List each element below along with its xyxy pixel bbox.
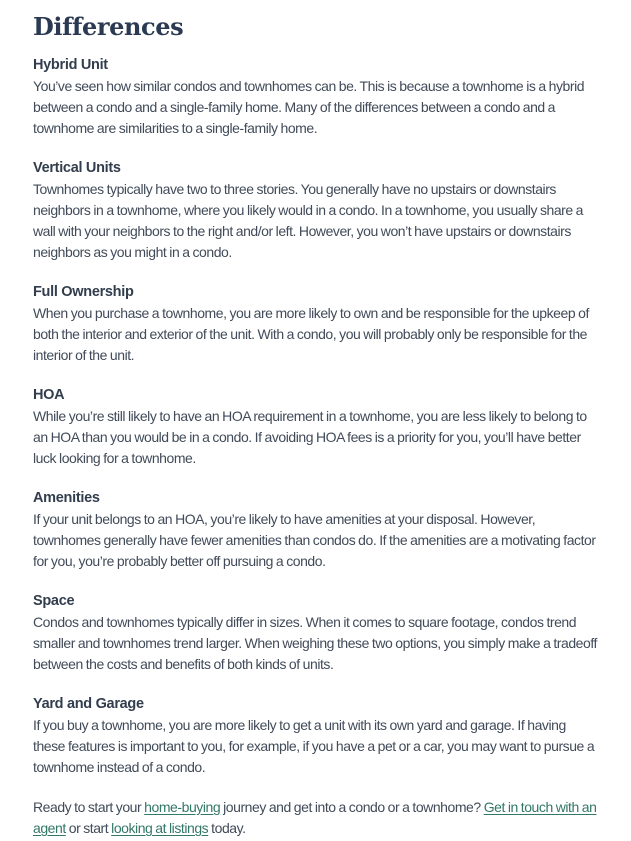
section-vertical-units bbox=[33, 158, 599, 263]
footer-text: journey and get into a condo or a townhome? bbox=[220, 799, 484, 815]
footer-paragraph bbox=[33, 797, 599, 839]
section-heading: Vertical Units bbox=[33, 160, 121, 176]
section-paragraph: Townhomes typically have two to three stories. You generally have no upstairs or downstairs neighbors in a townhome, where you likely would in a condo. In a townhome, you usually share a wall with your neighbors to the right and/or left. However, you won’t have upstairs or downstairs neighbors as you might in a condo. bbox=[33, 181, 583, 260]
section-paragraph: While you’re still likely to have an HOA requirement in a townhome, you are less likely to belong to an HOA than you would be in a condo. If avoiding HOA fees is a priority for you, you’ll have better luck looking for a townhome. bbox=[33, 408, 587, 466]
section-paragraph: If your unit belongs to an HOA, you’re likely to have amenities at your disposal. However, townhomes generally have fewer amenities than condos do. If the amenities are a motivating factor for you, you’re probably better off pursuing a condo. bbox=[33, 511, 596, 569]
link-home-buying[interactable]: home-buying bbox=[144, 799, 221, 815]
section-heading: Full Ownership bbox=[33, 284, 134, 300]
section-hoa bbox=[33, 385, 599, 469]
section-yard-and-garage bbox=[33, 694, 599, 778]
section-paragraph: You’ve seen how similar condos and townhomes can be. This is because a townhome is a hybrid between a condo and a single-family home. Many of the differences between a condo and a townhome are similarities to a single-family home. bbox=[33, 78, 585, 136]
link-looking-at-listings[interactable]: looking at listings bbox=[111, 820, 209, 836]
section-heading: Amenities bbox=[33, 490, 100, 506]
footer-text: Ready to start your bbox=[33, 799, 145, 815]
section-heading: Space bbox=[33, 593, 75, 609]
section-paragraph: When you purchase a townhome, you are more likely to own and be responsible for the upkeep of both the interior and exterior of the unit. With a condo, you will probably only be responsible for the interior of the unit. bbox=[33, 305, 589, 363]
section-heading: HOA bbox=[33, 387, 65, 403]
section-paragraph: Condos and townhomes typically differ in sizes. When it comes to square footage, condos trend smaller and townhomes trend larger. When weighing these two options, you simply make a tradeoff between the costs and benefits of both kinds of units. bbox=[33, 614, 597, 672]
link-get-in-touch-with-an-agent[interactable]: Get in touch with an agent bbox=[33, 799, 597, 836]
section-hybrid-unit bbox=[33, 55, 599, 139]
page-title: Differences bbox=[33, 12, 184, 41]
section-paragraph: If you buy a townhome, you are more likely to get a unit with its own yard and garage. If having these features is important to you, for example, if you have a pet or a car, you may want to pursue a townhome instead of a condo. bbox=[33, 717, 595, 775]
footer-text: or start bbox=[65, 820, 112, 836]
section-heading: Hybrid Unit bbox=[33, 57, 108, 73]
section-space bbox=[33, 591, 599, 675]
section-heading: Yard and Garage bbox=[33, 696, 144, 712]
section-amenities bbox=[33, 488, 599, 572]
footer-text: today. bbox=[208, 820, 246, 836]
section-full-ownership bbox=[33, 282, 599, 366]
